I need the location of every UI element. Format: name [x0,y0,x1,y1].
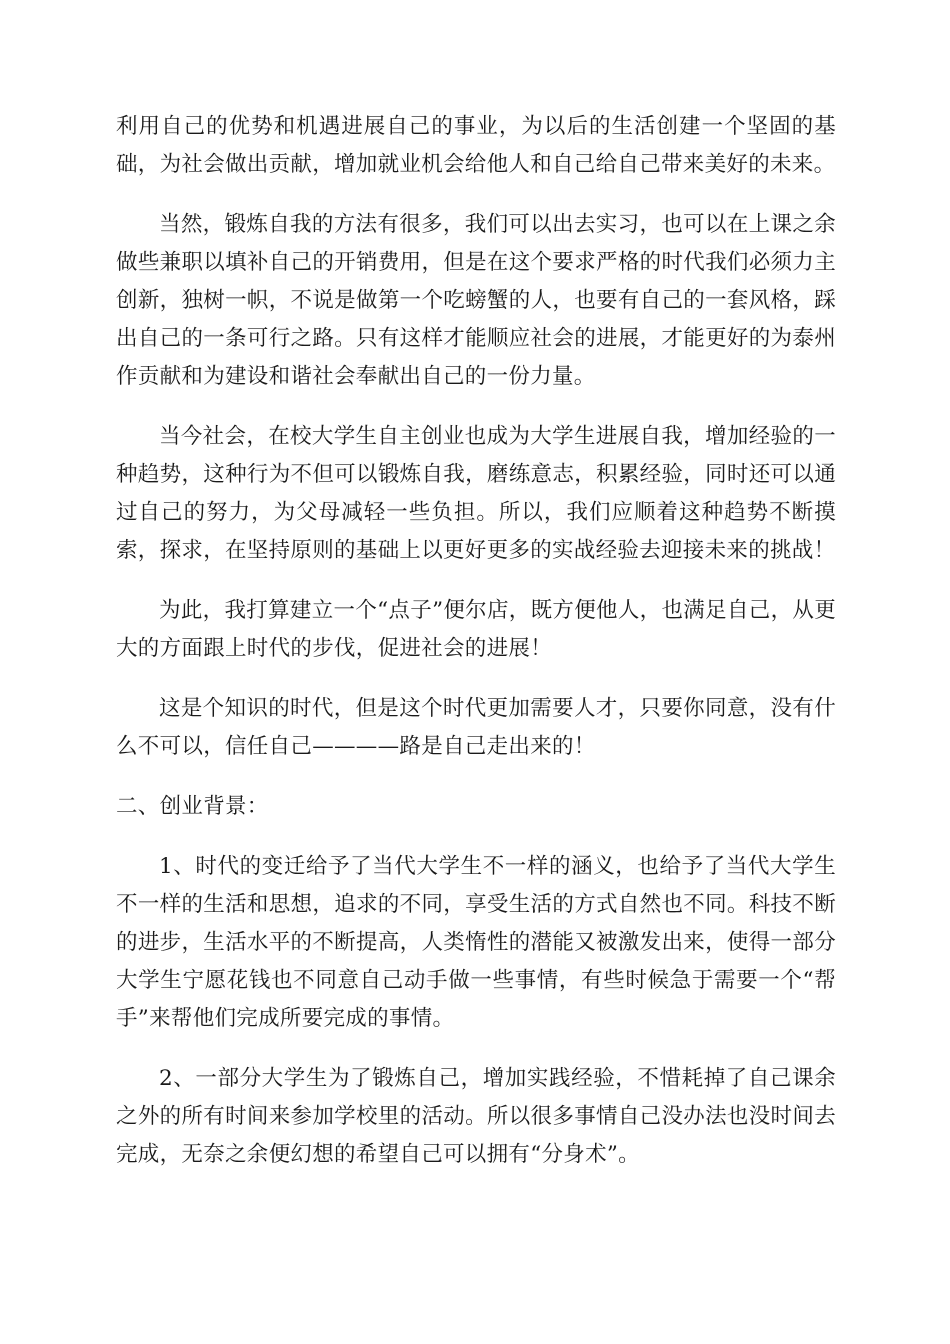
paragraph-shop-plan: 为此，我打算建立一个“点子”便尔店，既方便他人，也满足自己，从更大的方面跟上时代的步伐，促进社会的进展！ [116,598,836,661]
paragraph-entrepreneurship-trend: 当今社会，在校大学生自主创业也成为大学生进展自我，增加经验的一种趋势，这种行为不但可以锻炼自我，磨练意志，积累经验，同时还可以通过自己的努力，为父母减轻一些负担。所以，我们应顺着这种趋势不断摸索，探求，在坚持原则的基础上以更好更多的实战经验去迎接未来的挑战！ [116,424,836,563]
paragraph-background-2: 2、一部分大学生为了锻炼自己，增加实践经验，不惜耗掉了自己课余之外的所有时间来参加学校里的活动。所以很多事情自己没办法也没时间去完成，无奈之余便幻想的希望自己可以拥有“分身术”。 [116,1066,836,1167]
document-body [116,108,836,1196]
section-heading-background: 二、创业背景： [116,794,269,819]
paragraph-background-1: 1、时代的变迁给予了当代大学生不一样的涵义，也给予了当代大学生不一样的生活和思想，追求的不同，享受生活的方式自然也不同。科技不断的进步，生活水平的不断提高，人类惰性的潜能又被激发出来，使得一部分大学生宁愿花钱也不同意自己动手做一些事情，有些时候急于需要一个“帮手”来帮他们完成所要完成的事情。 [116,854,836,1031]
paragraph-self-training: 当然，锻炼自我的方法有很多，我们可以出去实习，也可以在上课之余做些兼职以填补自己的开销费用，但是在这个要求严格的时代我们必须力主创新，独树一帜，不说是做第一个吃螃蟹的人，也要有自己的一套风格，踩出自己的一条可行之路。只有这样才能顺应社会的进展，才能更好的为泰州作贡献和为建设和谐社会奉献出自己的一份力量。 [116,212,836,389]
paragraph-knowledge-era: 这是个知识的时代，但是这个时代更加需要人才，只要你同意，没有什么不可以，信任自己————路是自己走出来的！ [116,696,836,759]
paragraph-continuation: 利用自己的优势和机遇进展自己的事业，为以后的生活创建一个坚固的基础，为社会做出贡献，增加就业机会给他人和自己给自己带来美好的未来。 [116,114,836,177]
